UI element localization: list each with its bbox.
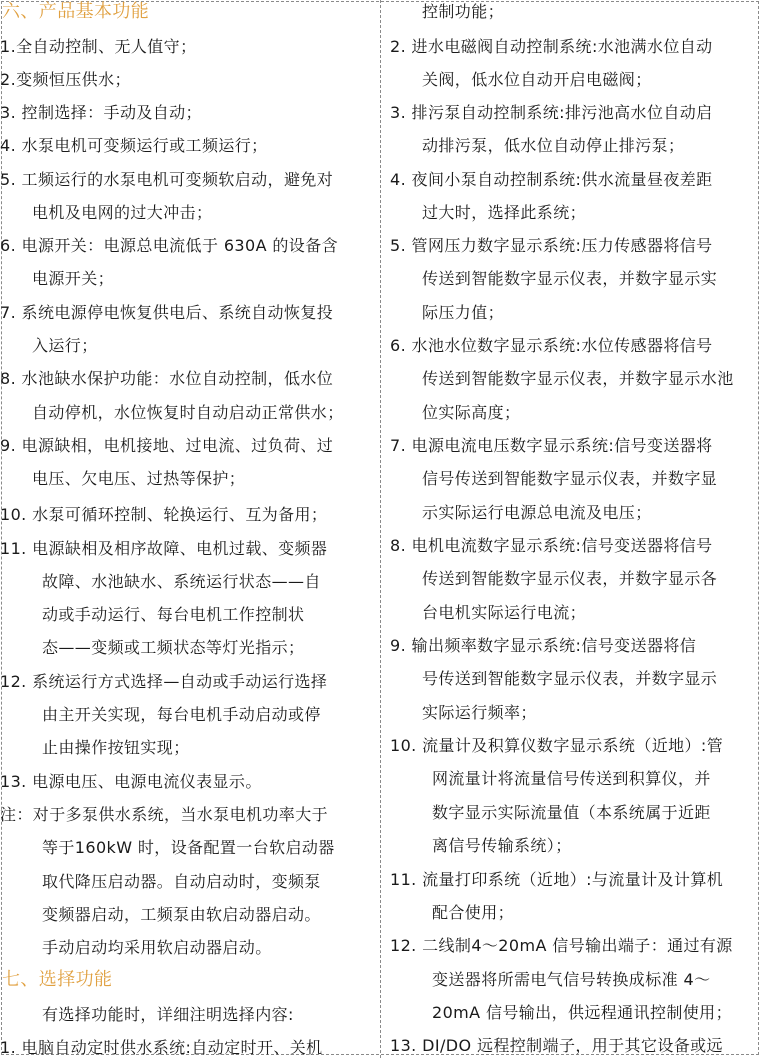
text-line: 电机及电网的过大冲击；	[32, 203, 213, 222]
text-line: 11. 电源缺相及相序故障、电机过载、变频器	[0, 539, 328, 558]
text-line: 2. 进水电磁阀自动控制系统:水池满水位自动	[390, 37, 713, 56]
text-line: 13. 电源电压、电源电流仪表显示。	[0, 772, 262, 791]
text-line: 实际运行频率；	[422, 703, 537, 722]
text-line: 10. 水泵可循环控制、轮换运行、互为备用；	[0, 505, 328, 524]
text-line: 动排污泵，低水位自动停止排污泵；	[422, 136, 685, 155]
text-line: 控制功能；	[422, 2, 505, 21]
text-line: 电源开关；	[32, 269, 115, 288]
text-line: 20mA 信号输出，供远程通讯控制使用；	[432, 1003, 732, 1022]
text-line: 号传送到智能数字显示仪表，并数字显示	[422, 669, 718, 688]
text-line: 8. 水池缺水保护功能：水位自动控制，低水位	[0, 369, 334, 388]
text-line: 取代降压启动器。自动启动时，变频泵	[42, 872, 321, 891]
text-line: 4. 夜间小泵自动控制系统:供水流量昼夜差距	[390, 170, 713, 189]
text-line: 10. 流量计及积算仪数字显示系统（近地）:管	[390, 736, 724, 755]
text-line: 数字显示实际流量值（本系统属于近距	[432, 803, 711, 822]
text-line: 1.全自动控制、无人值守；	[0, 37, 197, 56]
text-line: 网流量计将流量信号传送到积算仪，并	[432, 769, 711, 788]
text-line: 变送器将所需电气信号转换成标准 4～	[432, 970, 711, 989]
text-line: 电压、欠电压、过热等保护；	[32, 469, 246, 488]
text-line: 有选择功能时，详细注明选择内容:	[42, 1005, 294, 1024]
section-heading-basic-functions: 六、产品基本功能	[2, 1, 150, 22]
text-line: 5. 工频运行的水泵电机可变频软启动，避免对	[0, 170, 334, 189]
text-line: 8. 电机电流数字显示系统:信号变送器将信号	[390, 536, 713, 555]
text-line: 入运行；	[32, 336, 98, 355]
text-line: 3. 排污泵自动控制系统:排污池高水位自动启	[390, 103, 713, 122]
text-line: 离信号传输系统）；	[432, 836, 572, 855]
text-line: 故障、水池缺水、系统运行状态——自	[42, 572, 321, 591]
text-line: 信号传送到智能数字显示仪表，并数字显	[422, 469, 718, 488]
text-line: 12. 二线制4～20mA 信号输出端子：通过有源	[390, 936, 733, 955]
text-line: 4. 水泵电机可变频运行或工频运行；	[0, 136, 268, 155]
text-line: 注：对于多泵供水系统，当水泵电机功率大于	[0, 805, 329, 824]
text-line: 过大时，选择此系统；	[422, 203, 587, 222]
text-line: 止由操作按钮实现；	[42, 738, 190, 757]
text-line: 动或手动运行、每台电机工作控制状	[42, 605, 305, 624]
section-heading-optional-functions: 七、选择功能	[2, 969, 113, 990]
text-line: 配合使用；	[432, 903, 515, 922]
text-line: 传送到智能数字显示仪表，并数字显示实	[422, 269, 718, 288]
text-line: 传送到智能数字显示仪表，并数字显示水池	[422, 369, 734, 388]
text-line: 传送到智能数字显示仪表，并数字显示各	[422, 569, 718, 588]
text-line: 6. 电源开关：电源总电流低于 630A 的设备含	[0, 236, 339, 255]
text-line: 台电机实际运行电流；	[422, 603, 587, 622]
text-line: 7. 系统电源停电恢复供电后、系统自动恢复投	[0, 303, 334, 322]
text-line: 手动启动均采用软启动器启动。	[42, 938, 272, 957]
text-line: 由主开关实现，每台电机手动启动或停	[42, 705, 321, 724]
text-line: 等于160kW 时，设备配置一台软启动器	[42, 838, 335, 857]
column-divider	[380, 0, 381, 1058]
text-line: 自动停机，水位恢复时自动启动正常供水；	[32, 403, 344, 422]
text-line: 12. 系统运行方式选择—自动或手动运行选择	[0, 672, 328, 691]
text-line: 5. 管网压力数字显示系统:压力传感器将信号	[390, 236, 713, 255]
text-line: 3. 控制选择：手动及自动；	[0, 103, 202, 122]
text-line: 态——变频或工频状态等灯光指示；	[42, 638, 305, 657]
text-line: 7. 电源电流电压数字显示系统:信号变送器将	[390, 436, 713, 455]
text-line: 9. 输出频率数字显示系统:信号变送器将信	[390, 636, 697, 655]
text-line: 位实际高度；	[422, 403, 521, 422]
text-line: 6. 水池水位数字显示系统:水位传感器将信号	[390, 336, 713, 355]
text-line: 2.变频恒压供水；	[0, 70, 131, 89]
text-line: 11. 流量打印系统（近地）:与流量计及计算机	[390, 870, 724, 889]
text-line: 1. 电脑自动定时供水系统:自动定时开、关机	[0, 1038, 323, 1057]
text-line: 际压力值；	[422, 303, 505, 322]
text-line: 9. 电源缺相，电机接地、过电流、过负荷、过	[0, 436, 334, 455]
text-line: 关阀，低水位自动开启电磁阀；	[422, 70, 652, 89]
text-line: 示实际运行电源总电流及电压；	[422, 503, 652, 522]
text-line: 13. DI/DO 远程控制端子，用于其它设备或远	[390, 1036, 723, 1055]
text-line: 变频器启动，工频泵由软启动器启动。	[42, 905, 321, 924]
